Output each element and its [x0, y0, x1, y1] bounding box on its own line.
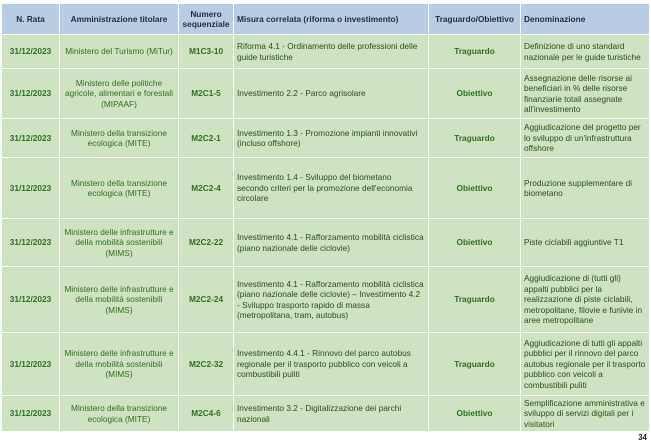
cell-numero: M1C3-10 [179, 35, 234, 69]
header-row [2, 4, 650, 35]
measures-table [1, 3, 650, 432]
header-amministrazione: Amministrazione titolare [60, 4, 179, 35]
cell-traguardo: Obiettivo [429, 69, 521, 119]
cell-denominazione: Aggiudicazione del progetto per lo sviluppo di un'infrastruttura offshore [521, 119, 650, 158]
header-misura: Misura correlata (riforma o investimento) [234, 4, 429, 35]
header-numero: Numero sequenziale [179, 4, 234, 35]
table-row [2, 219, 650, 267]
cell-denominazione: Assegnazione delle risorse ai beneficiari in % delle risorse finanziarie totali assegnate all'investimento [521, 69, 650, 119]
cell-amministrazione: Ministero della transizione ecologica (MITE) [60, 119, 179, 158]
table-header [2, 4, 650, 35]
header-denominazione: Denominazione [521, 4, 650, 35]
table-row [2, 396, 650, 432]
table-body [2, 35, 650, 432]
cell-misura: Investimento 2.2 - Parco agrisolare [234, 69, 429, 119]
cell-denominazione: Definizione di uno standard nazionale per le guide turistiche [521, 35, 650, 69]
table-row [2, 35, 650, 69]
header-traguardo: Traguardo/Obiettivo [429, 4, 521, 35]
cell-denominazione: Semplificazione amministrativa e sviluppo di servizi digitali per i visitatori [521, 396, 650, 432]
cell-traguardo: Traguardo [429, 35, 521, 69]
cell-rata: 31/12/2023 [2, 267, 60, 333]
page-number: 34 [638, 433, 647, 442]
cell-traguardo: Obiettivo [429, 158, 521, 219]
table-row [2, 119, 650, 158]
cell-amministrazione: Ministero delle infrastrutture e della mobilità sostenibili (MIMS) [60, 219, 179, 267]
cell-numero: M2C2-24 [179, 267, 234, 333]
cell-rata: 31/12/2023 [2, 69, 60, 119]
cell-numero: M2C2-32 [179, 333, 234, 396]
header-rata: N. Rata [2, 4, 60, 35]
cell-misura: Investimento 1.3 - Promozione impianti innovativi (incluso offshore) [234, 119, 429, 158]
cell-misura: Investimento 3.2 - Digitalizzazione dei parchi nazionali [234, 396, 429, 432]
cell-denominazione: Aggiudicazione di (tutti gli) appalti pubblici per la realizzazione di piste ciclabili, metropolitane, filovie e funivie in aree metropolitane [521, 267, 650, 333]
table-row [2, 69, 650, 119]
cell-misura: Riforma 4.1 - Ordinamento delle professioni delle guide turistiche [234, 35, 429, 69]
cell-amministrazione: Ministero delle politiche agricole, alimentari e forestali (MIPAAF) [60, 69, 179, 119]
cell-amministrazione: Ministero del Turismo (MiTur) [60, 35, 179, 69]
cell-denominazione: Aggiudicazione di tutti gli appalti pubblici per il rinnovo del parco autobus regionale per il trasporto pubblico con veicoli a combustibili puliti [521, 333, 650, 396]
cell-numero: M2C2-4 [179, 158, 234, 219]
cell-traguardo: Traguardo [429, 119, 521, 158]
cell-traguardo: Obiettivo [429, 396, 521, 432]
cell-traguardo: Traguardo [429, 267, 521, 333]
cell-denominazione: Produzione supplementare di biometano [521, 158, 650, 219]
cell-rata: 31/12/2023 [2, 158, 60, 219]
cell-numero: M2C4-6 [179, 396, 234, 432]
table-row [2, 333, 650, 396]
cell-numero: M2C2-1 [179, 119, 234, 158]
cell-amministrazione: Ministero della transizione ecologica (MITE) [60, 158, 179, 219]
cell-rata: 31/12/2023 [2, 396, 60, 432]
cell-denominazione: Piste ciclabili aggiuntive T1 [521, 219, 650, 267]
cell-misura: Investimento 4.1 - Rafforzamento mobilità ciclistica (piano nazionale delle ciclovie) [234, 219, 429, 267]
table-row [2, 267, 650, 333]
cell-traguardo: Obiettivo [429, 219, 521, 267]
cell-rata: 31/12/2023 [2, 119, 60, 158]
cell-numero: M2C1-5 [179, 69, 234, 119]
cell-amministrazione: Ministero delle infrastrutture e della mobilità sostenibili (MIMS) [60, 267, 179, 333]
table-row [2, 158, 650, 219]
cell-rata: 31/12/2023 [2, 333, 60, 396]
cell-rata: 31/12/2023 [2, 35, 60, 69]
cell-numero: M2C2-22 [179, 219, 234, 267]
cell-traguardo: Traguardo [429, 333, 521, 396]
cell-amministrazione: Ministero della transizione ecologica (MITE) [60, 396, 179, 432]
cell-misura: Investimento 1.4 - Sviluppo del biometano secondo criteri per la promozione dell'economia circolare [234, 158, 429, 219]
cell-misura: Investimento 4.1 - Rafforzamento mobilità ciclistica (piano nazionale delle ciclovie) – Investimento 4.2 - Sviluppo trasporto rapido di massa (metropolitana, tram, autobus) [234, 267, 429, 333]
cell-rata: 31/12/2023 [2, 219, 60, 267]
cell-amministrazione: Ministero delle infrastrutture e della mobilità sostenibili (MIMS) [60, 333, 179, 396]
cell-misura: Investimento 4.4.1 - Rinnovo del parco autobus regionale per il trasporto pubblico con veicoli a combustibili puliti [234, 333, 429, 396]
